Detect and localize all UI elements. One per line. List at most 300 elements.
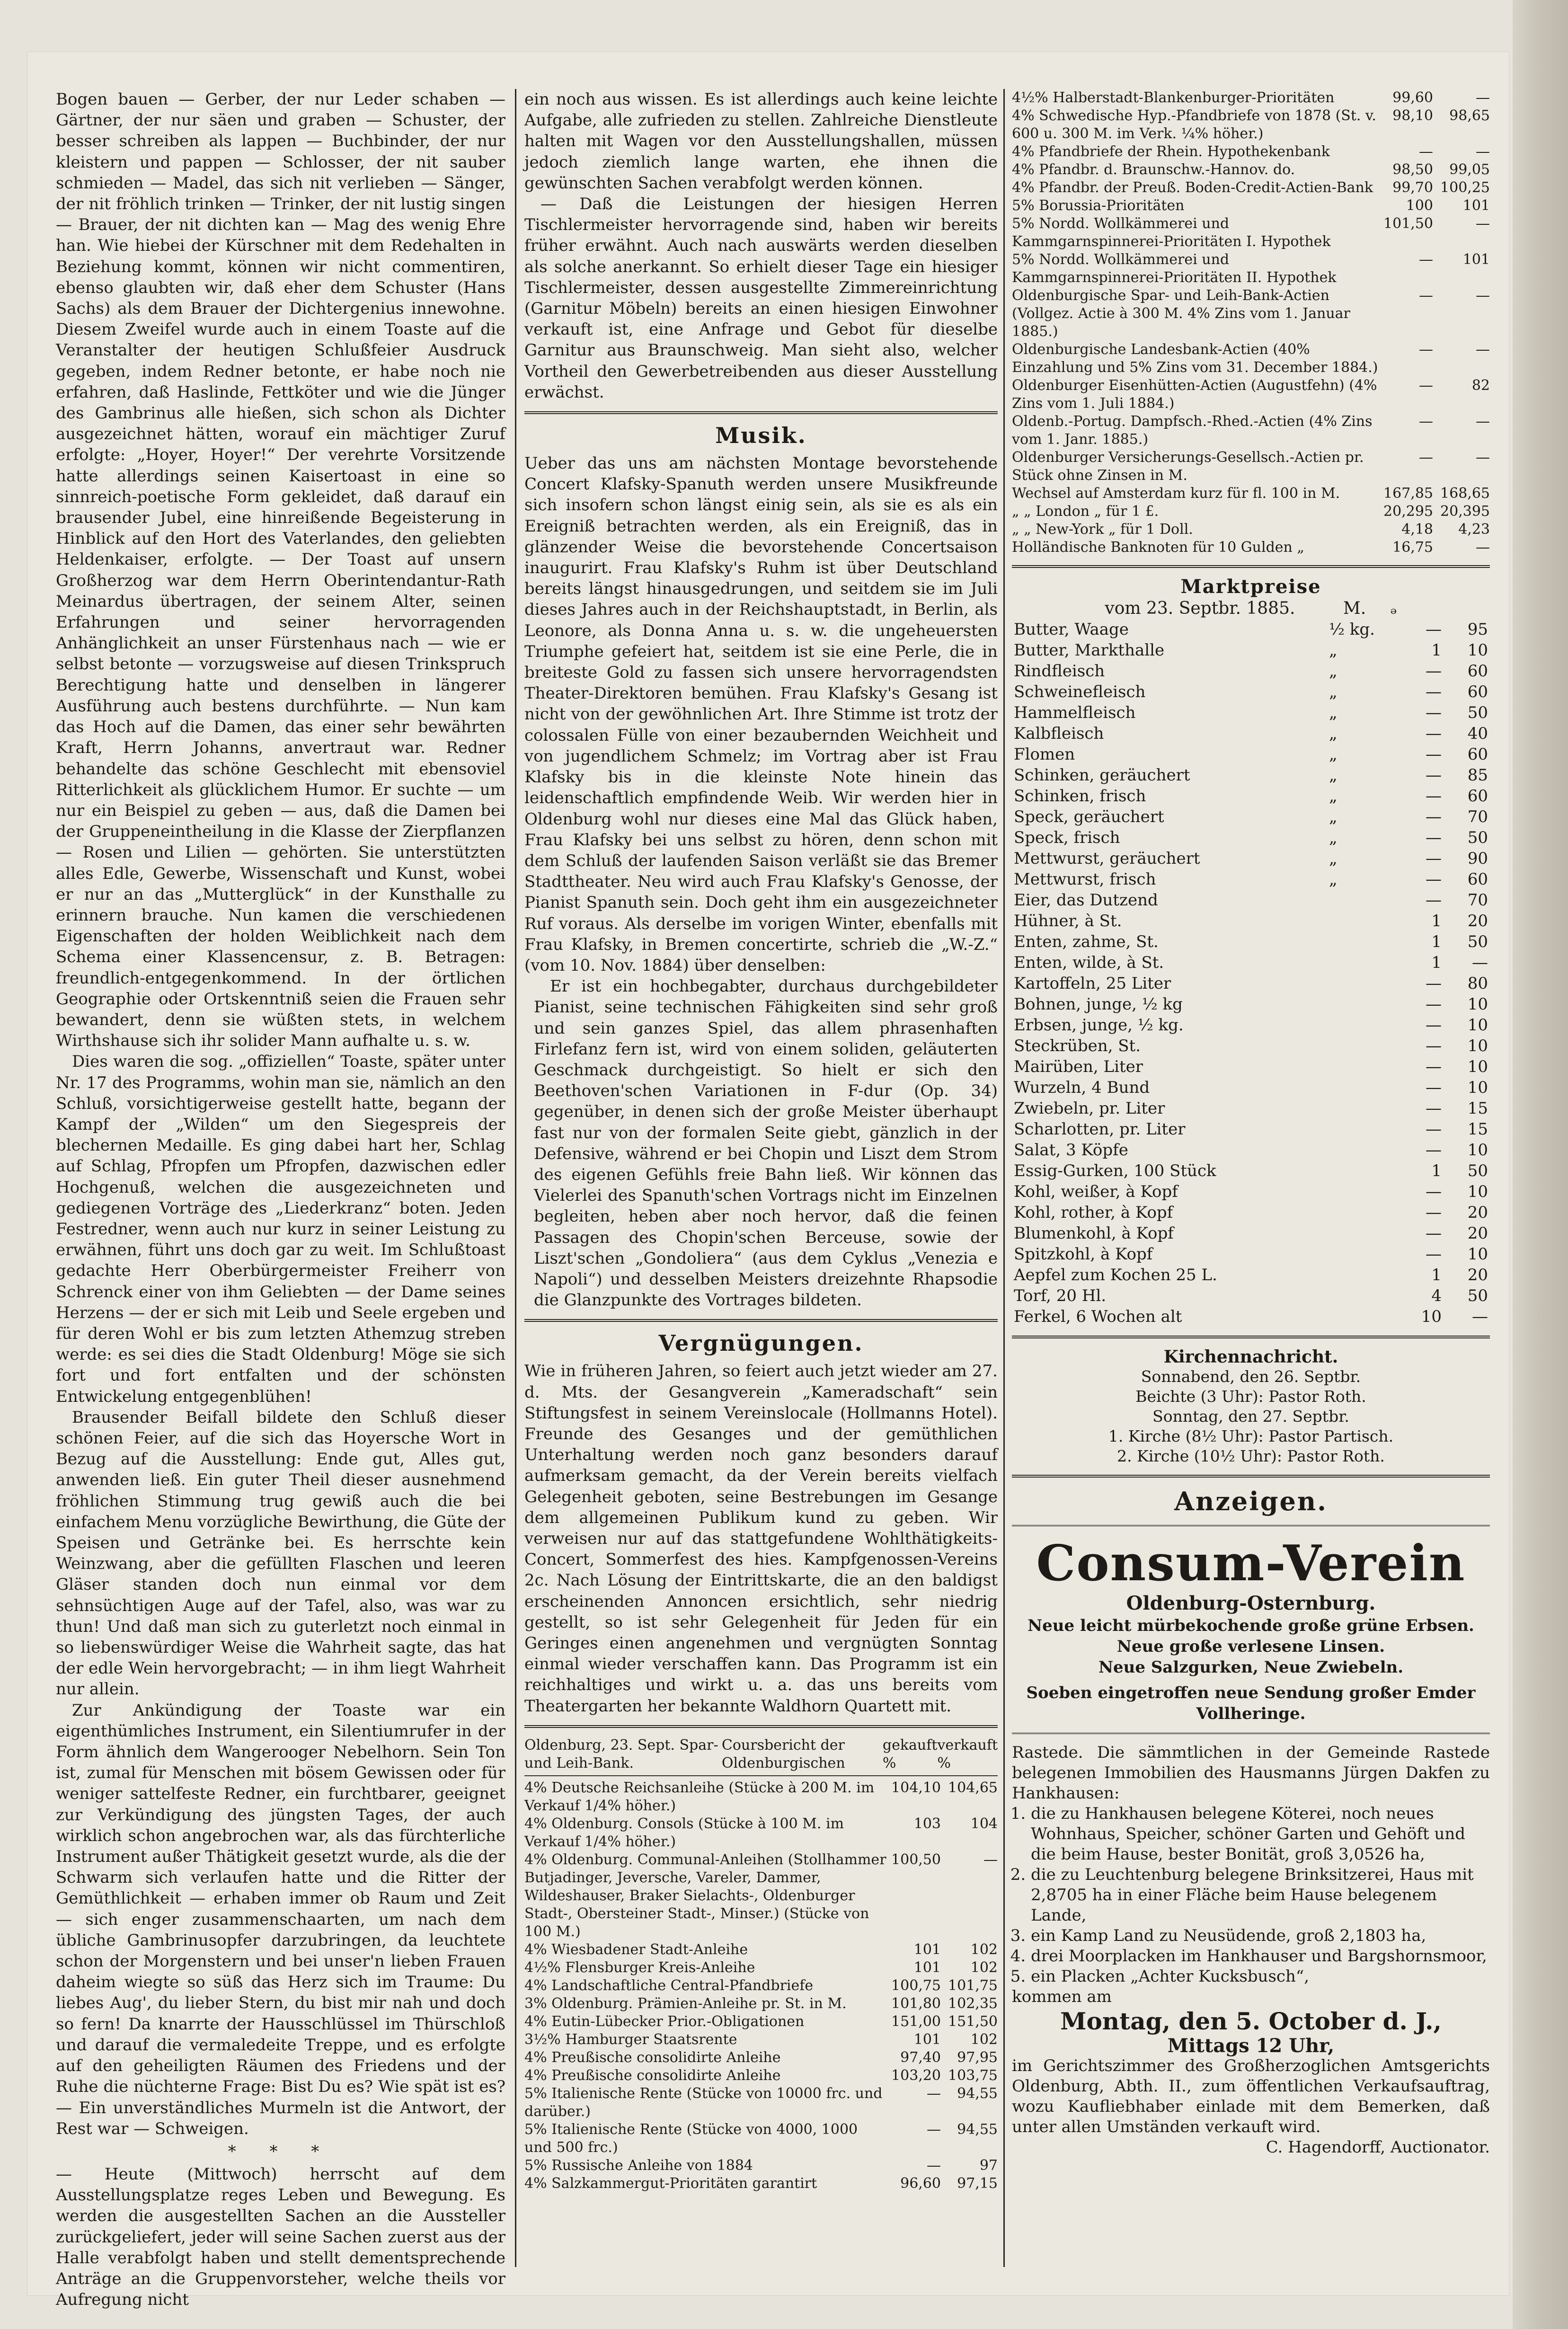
table-row — [1012, 723, 1490, 744]
ads-title: Anzeigen. — [1174, 1486, 1328, 1516]
table-row — [524, 1851, 998, 1941]
table-row — [524, 2175, 998, 2193]
table-row — [1012, 1077, 1490, 1098]
article-paragraph: Dies waren die sog. „offiziellen“ Toaste, später unter Nr. 17 des Programms, wohin man sie, nämlich an den Schluß, vorsichtigerweise gestellt hatte, begann der Kampf der „Wilden“ um den Siegespreis der blechernen Medaille. Es ging dabei hart her, Schlag auf Schlag, Pfropfen um Pfropfen, dazwischen edler Hochgenuß, welchen die ausgezeichneten und gediegenen Vorträge des „Liederkranz“ boten. Jeden Festredner, wenn auch nur kurz in seiner Leistung zu erwähnen, führt uns doch gar zu weit. Im Schlußtoast gedachte Herr Oberbürgermeister Freiherr von Schrenck einer von ihm Geliebten — der Dame seines Herzens — der er sich mit Leib und Seele ergeben und für deren Wohl er bis zum letzten Athemzug streben werde: es sei dies die Stadt Oldenburg! Möge sie sich fort und fort entfalten und der schönsten Entwickelung entgegenblühen! — [56, 1052, 505, 1406]
church-news-line: Sonntag, den 27. Septbr. — [1152, 1407, 1349, 1426]
table-row — [1012, 1015, 1490, 1036]
table-row — [1012, 848, 1490, 869]
table-cell — [1327, 1202, 1407, 1223]
table-cell: 10 — [1421, 1307, 1442, 1326]
table-cell: „ — [1329, 662, 1338, 681]
table-cell: 104 — [970, 1815, 998, 1832]
table-cell: — — [1426, 1120, 1442, 1139]
auction-item: 3. ein Kamp Land zu Neusüdende, groß 2,1803 ha, — [1031, 1926, 1490, 1946]
table-cell: — — [1426, 1245, 1442, 1264]
table-cell: 101 — [1462, 251, 1490, 268]
article-paragraph: Bogen bauen — Gerber, der nur Leder schaben — Gärtner, der nur säen und graben — Schuster, der besser schreiben als lappen — Buchbinder, der nur kleistern und pappen — Schlosser, der nit sauber schmieden — Madel, das sich nit verlieben — Sänger, der nit fröhlich trinken — Trinker, der nit lustig singen — Brauer, der nit dichten kan — Mag des wenig Ehre han. Wie hiebei der Kürschner mit dem Redehalten in Beziehung kommt, können wir nicht commentiren, ebenso glaubten wir, daß eher dem Schuster (Hans Sachs) als dem Brauer der Dichtergenius innewohne. Diesem Zweifel wurde auch in einem Toaste auf die Veranstalter der heutigen Schlußfeier Ausdruck gegeben, indem Redner betonte, er habe noch nie erfahren, daß Haslinde, Fettköter und wie die Jünger des Gambrinus alle hießen, sich schon als Dichter ausgezeichnet hätten, worauf ein mächtiger Zuruf erfolgte: „Hoyer, Hoyer!“ Der verehrte Vorsitzende hatte allerdings seinen Kaisertoast in eine so sinnreich-poetische Form gekleidet, daß darauf ein brausender Jubel, eine hinreißende Begeisterung in Hinblick auf den Hort des Vaterlandes, den geliebten Heldenkaiser, erfolgte. — Der Toast auf unsern Großherzog war dem Herrn Oberintendantur-Rath Meinardus übertragen, der seinem Alter, seinen Erfahrungen und seiner hervorragenden Anhänglichkeit an unser Fürstenhaus nach — wie er selbst betonte — vorzugsweise auf diesen Trinkspruch Berechtigung hatte und denselben in längerer Ausführung auch bestens durchführte. — Nun kam das Hoch auf die Damen, das einer sehr bewährten Kraft, Herrn Johanns, anvertraut war. Redner behandelte das schöne Geschlecht mit ebensoviel Ritterlichkeit als glücklichem Humor. Er suchte — um nur ein Beispiel zu geben — aus, daß die Damen bei der Gruppeneintheilung in die Klasse der Zierpflanzen — Rosen und Lilien — gehörten. Sie unterstützten alles Edle, Gewerbe, Wissenschaft und Kunst, wobei er nur an das „Mutterglück“ in der Kunsthalle zu erinnern brauche. Nun kamen die verschiedenen Eigenschaften der holden Weiblichkeit nach dem Schema einer Klassencensur, z. B. Betragen: freundlich-entgegenkommend. In der örtlichen Geographie oder Ortskenntniß seien die Frauen sehr bewandert, denn sie wüßten stets, in welchem Wirthshause sich ihr solider Mann aufhalte u. s. w. — [56, 90, 505, 1051]
table-cell: 50 — [1467, 1161, 1488, 1180]
table-cell: 70 — [1467, 807, 1488, 826]
table-cell: 99,70 — [1392, 179, 1433, 196]
table-cell: 97 — [979, 2157, 998, 2174]
table-cell: 4½% Flensburger Kreis-Anleihe — [524, 1959, 755, 1976]
newspaper-page — [27, 52, 1509, 2310]
table-row — [1012, 503, 1490, 521]
table-cell: 10 — [1467, 1182, 1488, 1201]
table-cell: — — [1476, 215, 1490, 232]
table-cell — [1327, 931, 1407, 952]
table-cell: — — [1476, 449, 1490, 466]
table-cell: 99,05 — [1449, 161, 1490, 178]
table-cell: 20 — [1467, 912, 1488, 930]
table-cell: 101 — [913, 1941, 941, 1958]
table-cell — [1327, 1160, 1407, 1181]
table-row — [524, 1959, 998, 1977]
table-cell: 1 — [1431, 932, 1442, 951]
table-row — [524, 1779, 998, 1815]
table-row — [1012, 1306, 1490, 1327]
section-divider — [524, 1725, 998, 1728]
table-row — [1012, 682, 1490, 702]
table-row — [1012, 1056, 1490, 1077]
ad-divider — [1012, 1733, 1490, 1734]
market-prices-date: vom 23. Septbr. 1885. — [1105, 599, 1295, 618]
table-cell: 20,295 — [1383, 503, 1433, 520]
table-cell: — — [1419, 143, 1433, 160]
auction-place: im Gerichtszimmer des Großherzoglichen Amtsgerichts Oldenburg, Abth. II., zum öffentlichen Verkaufsauftrag, wozu Kaufliebhaber einlade mit dem Bemerken, daß unter allen Umständen verkauft wird. — [1012, 2056, 1490, 2136]
table-cell — [1327, 1265, 1407, 1285]
table-cell: 100,75 — [891, 1977, 941, 1994]
auction-item: 5. ein Placken „Achter Kucksbusch“, — [1031, 1966, 1490, 1987]
table-cell: „ — [1329, 787, 1338, 806]
table-cell: 102,35 — [948, 1995, 998, 2012]
table-cell: — — [1419, 251, 1433, 268]
table-row — [1012, 1285, 1490, 1306]
table-row — [524, 2013, 998, 2031]
table-cell: „ — [1329, 766, 1338, 785]
consum-verein-title: Consum-Verein — [1036, 1534, 1466, 1592]
table-row — [524, 1995, 998, 2013]
table-cell: 40 — [1467, 724, 1488, 743]
table-cell: 5% Russische Anleihe von 1884 — [524, 2157, 753, 2174]
column-rule — [515, 89, 516, 2267]
auction-items — [1012, 1804, 1490, 1987]
table-cell: 10 — [1467, 1078, 1488, 1097]
table-row — [524, 2031, 998, 2049]
table-cell: Oldenb.-Portug. Dampfsch.-Rhed.-Actien (4% Zins vom 1. Janr. 1885.) — [1012, 413, 1373, 448]
table-cell: 96,60 — [900, 2175, 941, 2192]
table-cell: „ — [1329, 641, 1338, 660]
table-cell: „ „ New-York „ für 1 Doll. — [1012, 521, 1193, 538]
table-cell: 104,10 — [891, 1779, 941, 1796]
table-row — [1012, 107, 1490, 143]
table-cell — [1327, 1181, 1407, 1202]
table-cell — [1327, 952, 1407, 973]
table-cell: 90 — [1467, 849, 1488, 868]
table-cell: — — [1426, 1016, 1442, 1035]
column-2 — [524, 89, 998, 2276]
table-cell: Butter, Waage — [1014, 620, 1129, 639]
table-row — [524, 2085, 998, 2121]
table-cell: — — [1419, 341, 1433, 358]
table-cell — [1327, 911, 1407, 931]
quote-paragraph: Er ist ein hochbegabter, durchaus durchgebildeter Pianist, seine technischen Fähigkeiten sind sehr groß und sein ganzes Spiel, das allem phrasenhaften Firlefanz fern ist, wird von einem soliden, geläuterten Geschmack durchgeistigt. So hielt er sich den Beethoven'schen Variationen in F-dur (Op. 34) gegenüber, in denen sich der große Meister überhaupt fast nur von der formalen Seite giebt, gänzlich in der Defensive, während er bei Chopin und Liszt dem Strom des eigenen Gefühls freie Bahn ließ. Wir können das Vielerlei des Spanuth'schen Vortrags nicht im Einzelnen begleiten, heben aber noch hervor, daß die feinen Passagen des Chopin'schen Berceuse, sowie der Liszt'schen „Gondoliera“ (aus dem Cyklus „Venezia e Napoli“) und desselben Meisters dreizehnte Rhapsodie die Glanzpunkte des Vortrages bildeten. — [534, 977, 998, 1310]
table-cell: Oldenburgische Spar- und Leih-Bank-Actien (Vollgez. Actie à 300 M. 4% Zins vom 1. Januar 1885.) — [1012, 287, 1350, 340]
auction-item: 1. die zu Hankhausen belegene Köterei, noch neues Wohnhaus, Speicher, schöner Garten und Gehöft und die beim Hause, bester Bonität, groß 3,0526 ha, — [1031, 1804, 1490, 1865]
table-cell: 10 — [1467, 1245, 1488, 1264]
course-report-table-2 — [1012, 89, 1490, 557]
course-report-col-bought: gekauft % — [882, 1736, 938, 1771]
consum-offer-text: Neue leicht mürbekochende große grüne Erbsen. — [1028, 1616, 1474, 1635]
table-cell: 104,65 — [948, 1779, 998, 1796]
section-title-musik: Musik. — [715, 423, 807, 449]
table-cell: — — [927, 2085, 941, 2102]
table-cell: Erbsen, junge, ½ kg. — [1014, 1016, 1184, 1035]
table-cell: 5% Borussia-Prioritäten — [1012, 197, 1185, 214]
table-cell: — — [1426, 787, 1442, 806]
article-paragraph: ein noch aus wissen. Es ist allerdings auch keine leichte Aufgabe, alle zufrieden zu stellen. Zahlreiche Dienstleute halten mit Wagen vor den Ausstellungshallen, müssen jedoch ziemlich lange warten, ehe ihnen die gewünschten Sachen verabfolgt werden können. — [524, 90, 998, 193]
course-report-table — [524, 1779, 998, 2193]
table-row — [1012, 1202, 1490, 1223]
table-cell: Kalbfleisch — [1014, 724, 1104, 743]
table-cell: 94,55 — [957, 2121, 998, 2138]
table-cell: 1 — [1431, 912, 1442, 930]
table-cell: Eier, das Dutzend — [1014, 891, 1158, 910]
section-divider — [524, 1319, 998, 1322]
table-row — [1012, 931, 1490, 952]
table-cell: 3½% Hamburger Staatsrente — [524, 2031, 737, 2048]
table-cell: — — [1476, 143, 1490, 160]
table-row — [1012, 215, 1490, 251]
section-stars: * * * — [228, 2142, 334, 2161]
table-cell: — — [1426, 1224, 1442, 1243]
table-cell: 100 — [1406, 197, 1433, 214]
table-row — [1012, 179, 1490, 197]
table-row — [1012, 377, 1490, 413]
table-row — [1012, 702, 1490, 723]
table-cell: — — [1426, 995, 1442, 1014]
table-row — [1012, 89, 1490, 107]
table-cell: 98,50 — [1392, 161, 1433, 178]
table-cell: 5% Italienische Rente (Stücke von 4000, 1000 und 500 frc.) — [524, 2121, 858, 2156]
table-cell: — — [1426, 1057, 1442, 1076]
table-row — [1012, 1181, 1490, 1202]
table-cell: — — [1426, 870, 1442, 889]
table-row — [1012, 1160, 1490, 1181]
table-cell: — — [1426, 662, 1442, 681]
table-cell: 103,20 — [891, 2067, 941, 2084]
table-row — [1012, 521, 1490, 539]
table-cell — [1327, 994, 1407, 1015]
table-cell: Zwiebeln, pr. Liter — [1014, 1099, 1165, 1118]
table-row — [1012, 1223, 1490, 1244]
table-cell: ½ kg. — [1329, 620, 1375, 639]
table-cell: 4% Wiesbadener Stadt-Anleihe — [524, 1941, 748, 1958]
table-cell: Essig-Gurken, 100 Stück — [1014, 1161, 1216, 1180]
table-cell: Bohnen, junge, ½ kg — [1014, 995, 1183, 1014]
church-news-title: Kirchennachricht. — [1163, 1347, 1338, 1367]
table-cell: 101 — [1462, 197, 1490, 214]
table-cell: 50 — [1467, 1286, 1488, 1305]
table-row — [1012, 197, 1490, 215]
table-cell: 10 — [1467, 995, 1488, 1014]
table-cell: Hammelfleisch — [1014, 703, 1136, 722]
section-title-vergnuegungen: Vergnügungen. — [658, 1330, 864, 1356]
table-cell: 20 — [1467, 1266, 1488, 1284]
table-cell: Oldenburger Versicherungs-Gesellsch.-Actien pr. Stück ohne Zinsen in M. — [1012, 449, 1364, 484]
table-row — [524, 2049, 998, 2067]
table-cell: — — [1419, 413, 1433, 430]
article-paragraph: — Daß die Leistungen der hiesigen Herren Tischlermeister hervorragende sind, haben wir bereits früher erwähnt. Auch nach auswärts werden dieselben als solche anerkannt. So erhielt dieser Tage ein hiesiger Tischlermeister, dessen ausgestellte Zimmereinrichtung (Garnitur Möbeln) bereits an einen hiesigen Einwohner verkauft ist, eine Anfrage und Gebot für dieselbe Garnitur aus Braunschweig. Man sieht also, welcher Vortheil den Gewerbetreibenden aus dieser Ausstellung erwächst. — [524, 195, 998, 402]
table-cell: — — [1426, 849, 1442, 868]
auction-intro: Rastede. Die sämmtlichen in der Gemeinde Rastede belegenen Immobilien des Hausmanns Jürgen Dakfen zu Hankhausen: — [1012, 1743, 1490, 1803]
table-cell: 15 — [1467, 1120, 1488, 1139]
table-cell: Wechsel auf Amsterdam kurz für fl. 100 in M. — [1012, 485, 1340, 502]
table-cell: „ — [1329, 870, 1338, 889]
consum-emder — [1012, 1683, 1490, 1724]
table-cell: 101,80 — [891, 1995, 941, 2012]
church-news-line: Beichte (3 Uhr): Pastor Roth. — [1135, 1387, 1366, 1406]
table-cell: 99,60 — [1392, 89, 1433, 106]
table-cell: 10 — [1467, 1016, 1488, 1035]
table-cell: 15 — [1467, 1099, 1488, 1118]
table-row — [1012, 765, 1490, 786]
table-cell: — — [1476, 539, 1490, 556]
table-cell: Ferkel, 6 Wochen alt — [1014, 1307, 1182, 1326]
table-cell: Oldenburger Eisenhütten-Actien (Augustfehn) (4% Zins vom 1. Juli 1884.) — [1012, 377, 1377, 412]
table-cell: Spitzkohl, à Kopf — [1014, 1245, 1153, 1264]
table-cell: Mettwurst, frisch — [1014, 870, 1156, 889]
table-cell: Schinken, geräuchert — [1014, 766, 1190, 785]
table-cell: 1 — [1431, 953, 1442, 972]
column-1 — [56, 89, 505, 2310]
column-3 — [1012, 89, 1490, 2276]
table-cell: 4% Preußische consolidirte Anleihe — [524, 2049, 781, 2066]
table-cell: Mettwurst, geräuchert — [1014, 849, 1200, 868]
table-cell: — — [1419, 449, 1433, 466]
table-cell: 20 — [1467, 1224, 1488, 1243]
table-cell: „ — [1329, 807, 1338, 826]
table-cell: 100,50 — [891, 1851, 941, 1868]
ad-divider — [1012, 1525, 1490, 1526]
table-cell: Oldenburgische Landesbank-Actien (40% Einzahlung und 5% Zins vom 31. December 1884.) — [1012, 341, 1378, 376]
table-row — [1012, 1098, 1490, 1119]
table-cell: „ — [1329, 828, 1338, 847]
market-col-mark: M. — [1343, 599, 1366, 618]
table-cell: — — [1476, 341, 1490, 358]
table-row — [524, 2121, 998, 2157]
table-row — [1012, 952, 1490, 973]
auction-kommen: kommen am — [1012, 1987, 1112, 2006]
table-cell: 10 — [1467, 1036, 1488, 1055]
table-cell: Speck, geräuchert — [1014, 807, 1164, 826]
table-row — [524, 1941, 998, 1959]
table-cell: 4% Schwedische Hyp.-Pfandbriefe von 1878 (St. v. 600 u. 300 M. im Verk. ¼% höher.) — [1012, 107, 1376, 142]
table-cell: — — [1476, 413, 1490, 430]
table-cell: „ — [1329, 745, 1338, 764]
church-news-line: 1. Kirche (8½ Uhr): Pastor Partisch. — [1108, 1427, 1394, 1445]
table-cell — [1327, 1098, 1407, 1119]
table-cell: — — [1426, 1036, 1442, 1055]
table-cell: 100,25 — [1440, 179, 1490, 196]
table-cell: 4% Pfandbriefe der Rhein. Hypothekenbank — [1012, 143, 1330, 160]
table-cell: 82 — [1471, 377, 1490, 394]
table-cell: — — [927, 2121, 941, 2138]
table-row — [1012, 827, 1490, 848]
table-cell: 3% Oldenburg. Prämien-Anleihe pr. St. in M. — [524, 1995, 847, 2012]
consum-offer-text: Neue große verlesene Linsen. — [1116, 1637, 1385, 1656]
table-cell: 16,75 — [1392, 539, 1433, 556]
table-cell: Aepfel zum Kochen 25 L. — [1014, 1266, 1217, 1284]
table-cell — [1327, 973, 1407, 994]
table-cell: Wurzeln, 4 Bund — [1014, 1078, 1150, 1097]
table-cell: — — [983, 1851, 998, 1868]
table-cell: 94,55 — [957, 2085, 998, 2102]
table-cell: 4% Oldenburg. Communal-Anleihen (Stollhammer Butjadinger, Jeversche, Vareler, Dammer, Wildeshauser, Braker Sielachts-, Oldenburger Stadt-, Obersteiner Stadt-, Minser.) (Stücke von 100 M.) — [524, 1851, 886, 1940]
table-cell — [1327, 1036, 1407, 1056]
table-cell: — — [1426, 620, 1442, 639]
article-paragraph: Zur Ankündigung der Toaste war ein eigenthümliches Instrument, ein Silentiumrufer in der Form ähnlich dem Wangerooger Nebelhorn. Sein Ton ist, zumal für Menschen mit bösem Gewissen oder für weniger sattelfeste Redner, ein furchtbarer, geeignet zur Verkündigung des jüngsten Tages, der auch wirklich schon angebrochen war, als das fürchterliche Instrument außer Thätigkeit gesetzt wurde, als die der Schwarm sich verlaufen hatte und die Ritter der Gemüthlichkeit — erhaben immer ob Raum und Zeit — sich enger zusammenschaarten, um nach dem übliche Gambrinusopfer darzubringen, da leuchtete schon der Morgenstern und bei unser'n lieben Frauen daheim wiegte so süß das Herz sich im Traume: Du liebes Aug', du lieber Stern, du bist mir nah und doch so fern! Da knarrte der Hausschlüssel im Thürschloß und darauf die vermaledeite Treppe, und es erfolgte auf den geheiligten Räumen des Friedens und der Ruhe die nüchterne Frage: Bist Du es? Wie spät ist es? — Ein unverständliches Murmeln ist die Antwort, der Rest war — Schweigen. — [56, 1700, 505, 2138]
consum-offer — [1012, 1615, 1490, 1636]
table-cell: — — [1426, 1182, 1442, 1201]
table-row — [1012, 287, 1490, 341]
table-row — [1012, 1244, 1490, 1265]
table-cell: Blumenkohl, à Kopf — [1014, 1224, 1174, 1243]
table-row — [1012, 869, 1490, 890]
table-cell: — — [1426, 1099, 1442, 1118]
table-cell: Kohl, rother, à Kopf — [1014, 1203, 1173, 1222]
table-cell: 5% Italienische Rente (Stücke von 10000 frc. und darüber.) — [524, 2085, 883, 2120]
table-row — [1012, 973, 1490, 994]
table-cell: 101,75 — [948, 1977, 998, 1994]
auction-item: 4. drei Moorplacken im Hankhauser und Bargshornsmoor, — [1031, 1946, 1490, 1966]
table-cell: 97,95 — [957, 2049, 998, 2066]
table-cell — [1327, 1056, 1407, 1077]
table-cell: „ — [1329, 682, 1338, 701]
table-cell: 98,10 — [1392, 107, 1433, 124]
table-row — [1012, 539, 1490, 557]
table-row — [1012, 1119, 1490, 1140]
auction-item: 2. die zu Leuchtenburg belegene Brinksitzerei, Haus mit 2,8705 ha in einer Fläche beim Hause belegenem Lande, — [1031, 1865, 1490, 1926]
table-cell: 4% Landschaftliche Central-Pfandbriefe — [524, 1977, 814, 1994]
table-cell: 168,65 — [1440, 485, 1490, 502]
table-cell: 95 — [1467, 620, 1488, 639]
article-paragraph: Brausender Beifall bildete den Schluß dieser schönen Feier, auf die sich das Hoyersche Wort in Bezug auf die Ausstellung: Ende gut, Alles gut, anwenden ließ. Ein guter Theil dieser ausnehmend fröhlichen Stimmung trug gewiß auch die bei einfachem Menu vorzügliche Bewirthung, die Güte der Speisen und Getränke bei. Es herrschte kein Weinzwang, aber die gefüllten Flaschen und leeren Gläser standen doch nun einmal vor dem sehnsüchtigen Auge auf der Tafel, also, was war zu thun! Und daß man sich zu guterletzt noch einmal in so liebenswürdiger Weise die Wahrheit sagte, das hat der edle Wein hervorgebracht; — in ihm liegt Wahrheit nur allein. — [56, 1408, 505, 1699]
auction-time: Mittags 12 Uhr, — [1167, 2035, 1335, 2057]
market-prices-title: Marktpreise — [1180, 576, 1321, 598]
table-cell: 4% Eutin-Lübecker Prior.-Obligationen — [524, 2013, 805, 2030]
table-cell: Kohl, weißer, à Kopf — [1014, 1182, 1178, 1201]
article-paragraph: Ueber das uns am nächsten Montage bevorstehende Concert Klafsky-Spanuth werden unsere Musikfreunde sich insofern schon längst einig sein, als sie es als ein Ereigniß betrachten werden, als ein Ereigniß, das in glänzender Weise die bevorstehende Concertsaison inaugurirt. Frau Klafsky's Ruhm ist über Deutschland bereits längst hinausgedrungen, und seitdem sie im Juli dieses Jahres auch in der Reichshauptstadt, in Berlin, als Leonore, als Donna Anna u. s. w. die ungeheuersten Triumphe gefeiert hat, seitdem ist sie eine Perle, die in breiteste Gold zu fassen sich unsere hervorragendsten Theater-Direktoren bemühen. Frau Klafsky's Gesang ist nicht von der gewöhnlichen Art. Ihre Stimme ist trotz der colossalen Fülle von einer bezaubernden Weichheit und von jugendlichem Schmelz; im Vortrag aber ist Frau Klafsky bis in die kleinste Note hinein das leidenschaftlich empfindende Weib. Wir werden hier in Oldenburg wohl nur dieses eine Mal das Glück haben, Frau Klafsky bei uns selbst zu hören, denn schon mit dem Schluß der laufenden Saison verläßt sie das Bremer Stadttheater. Neu wird auch Frau Klafsky's Genosse, der Pianist Spanuth sein. Doch geht ihm ein ausgezeichneter Ruf voraus. Als derselbe im vorigen Winter, ebenfalls mit Frau Klafsky, in Bremen concertirte, schrieb die „W.-Z.“ (vom 10. Nov. 1884) über denselben: — [524, 454, 998, 975]
article-paragraph: — Heute (Mittwoch) herrscht auf dem Ausstellungsplatze reges Leben und Bewegung. Es werden die ausgestellten Sachen an die Aussteller zurückgeliefert, jeder will seine Sachen zuerst aus der Halle verabfolgt haben und stellt dementsprechende Anträge an die Gruppenvorsteher, welche theils vor Aufregung nicht — [56, 2164, 505, 2310]
table-cell: Scharlotten, pr. Liter — [1014, 1120, 1186, 1139]
table-cell: „ — [1329, 724, 1338, 743]
table-cell: 1 — [1431, 1266, 1442, 1284]
table-cell: 80 — [1467, 974, 1488, 993]
auction-ad — [1012, 1743, 1490, 2158]
table-cell: Schweinefleisch — [1014, 682, 1146, 701]
table-row — [1012, 786, 1490, 806]
table-row — [1012, 341, 1490, 377]
table-cell: 4½% Halberstadt-Blankenburger-Prioritäten — [1012, 89, 1335, 106]
table-cell: 167,85 — [1383, 485, 1433, 502]
table-cell: Flomen — [1014, 745, 1075, 764]
section-divider — [1012, 1475, 1490, 1478]
table-cell: 4% Salzkammergut-Prioritäten garantirt — [524, 2175, 817, 2192]
table-cell: 60 — [1467, 870, 1488, 889]
article-paragraph: Wie in früheren Jahren, so feiert auch jetzt wieder am 27. d. Mts. der Gesangverein „Kameradschaft“ sein Stiftungsfest in seinem Vereinslocale (Hollmanns Hotel). Freunde des Gesanges und der gemüthlichen Unterhaltung werden noch ganz besonders darauf aufmerksam gemacht, da der Verein bereits vielfach Gelegenheit geboten, seine Bestrebungen im Gesange dem allgemeinen Publikum kund zu geben. Wir verweisen nur auf das stattgefundene Wohlthätigkeits-Concert, Sommerfest des hies. Kampfgenossen-Vereins 2c. Nach Lösung der Eintrittskarte, die an den baldigst erscheinenden Annoncen ersichtlich, sehr niedrig gestellt, so ist sehr Gelegenheit für Jeden für ein Geringes einen angenehmen und vergnügten Sonntag einmal wieder verschaffen kann. Das Programm ist ein reichhaltiges und wirkt u. a. das uns bereits vom Theatergarten her bekannte Waldhorn Quartett mit. — [524, 1362, 998, 1716]
table-row — [524, 1815, 998, 1851]
table-cell — [1327, 1015, 1407, 1036]
table-cell: — — [1476, 89, 1490, 106]
table-row — [1012, 449, 1490, 485]
table-cell: 60 — [1467, 682, 1488, 701]
table-cell: Holländische Banknoten für 10 Gulden „ — [1012, 539, 1304, 556]
table-cell: 1 — [1431, 1161, 1442, 1180]
table-cell: „ — [1329, 703, 1338, 722]
table-cell: Speck, frisch — [1014, 828, 1120, 847]
table-cell: — — [1476, 287, 1490, 304]
table-cell: 101,50 — [1383, 215, 1433, 232]
table-cell: Rindfleisch — [1014, 662, 1105, 681]
course-report-header — [524, 1736, 998, 1776]
table-cell — [1327, 1223, 1407, 1244]
table-cell: — — [1426, 807, 1442, 826]
table-cell: 50 — [1467, 703, 1488, 722]
table-cell: 4,18 — [1401, 521, 1433, 538]
page-edge — [1513, 0, 1568, 2329]
table-cell: 50 — [1467, 932, 1488, 951]
table-cell: Torf, 20 Hl. — [1014, 1286, 1107, 1305]
table-cell: 10 — [1467, 1141, 1488, 1160]
table-cell: Kartoffeln, 25 Liter — [1014, 974, 1171, 993]
table-cell: Steckrüben, St. — [1014, 1036, 1141, 1055]
table-row — [1012, 1265, 1490, 1285]
table-row — [1012, 619, 1490, 640]
table-cell: 151,50 — [948, 2013, 998, 2030]
table-cell: 5% Nordd. Wollkämmerei und Kammgarnspinnerei-Prioritäten I. Hypothek — [1012, 215, 1331, 250]
church-news-line: Sonnabend, den 26. Septbr. — [1141, 1367, 1361, 1386]
table-cell: — — [927, 2157, 941, 2174]
table-cell: — — [1472, 1307, 1488, 1326]
table-cell — [1327, 1306, 1407, 1327]
auction-signature — [1012, 2137, 1490, 2158]
table-row — [1012, 744, 1490, 765]
table-cell: — — [1426, 891, 1442, 910]
table-cell: 20 — [1467, 1203, 1488, 1222]
table-cell: 102 — [970, 1941, 998, 1958]
table-row — [524, 1977, 998, 1995]
table-cell: 60 — [1467, 787, 1488, 806]
table-cell: „ „ London „ für 1 £. — [1012, 503, 1159, 520]
table-cell: 98,65 — [1449, 107, 1490, 124]
table-cell: Butter, Markthalle — [1014, 641, 1165, 660]
table-cell: 10 — [1467, 1057, 1488, 1076]
table-row — [1012, 994, 1490, 1015]
table-row — [524, 2067, 998, 2085]
table-cell — [1327, 1285, 1407, 1306]
table-cell: — — [1426, 703, 1442, 722]
consum-verein-subtitle: Oldenburg-Osternburg. — [1126, 1592, 1376, 1614]
table-cell: 102 — [970, 1959, 998, 1976]
table-cell: — — [1426, 974, 1442, 993]
section-divider — [524, 411, 998, 414]
table-cell: 20,395 — [1440, 503, 1490, 520]
consum-emder-text: Soeben eingetroffen neue Sendung großer Emder Vollheringe. — [1026, 1683, 1476, 1723]
table-cell: 4% Oldenburg. Consols (Stücke à 100 M. im Verkauf 1/4% höher.) — [524, 1815, 844, 1850]
table-cell: — — [1426, 682, 1442, 701]
table-cell: — — [1426, 1141, 1442, 1160]
table-cell — [1327, 1244, 1407, 1265]
